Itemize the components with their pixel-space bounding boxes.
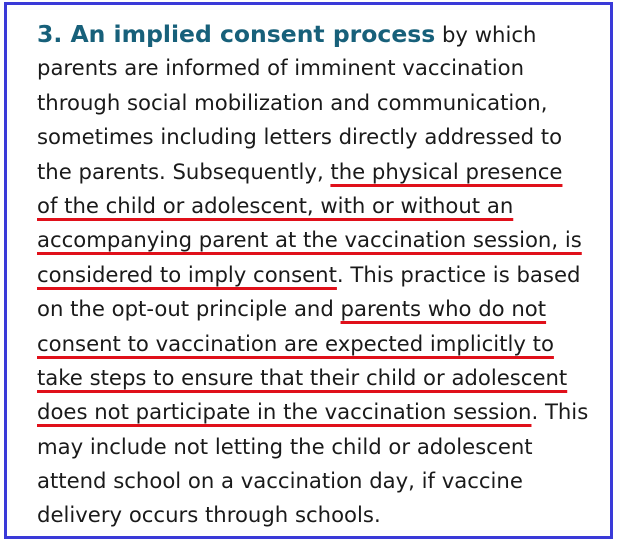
line-text: on the opt-out principle and	[37, 296, 341, 322]
text-line-4	[37, 120, 609, 154]
text-line-12	[37, 395, 609, 429]
text-line-5	[37, 155, 609, 189]
underlined-text: consent to vaccination are expected implicitly to	[37, 330, 554, 356]
line-text: the parents. Subsequently,	[37, 158, 331, 184]
text-line-3	[37, 86, 609, 120]
text-line-6	[37, 189, 609, 223]
text-line-15	[37, 498, 609, 532]
underlined-text: take steps to ensure that their child or adolescent	[37, 364, 568, 390]
line-text: . This practice is based	[336, 261, 581, 287]
text-line-14	[37, 464, 609, 498]
paragraph	[37, 17, 609, 533]
underlined-text: the physical presence	[330, 158, 563, 184]
text-line-2	[37, 51, 609, 85]
section-heading: 3. An implied consent process	[37, 20, 436, 48]
line-text: may include not letting the child or adolescent	[37, 433, 533, 459]
text-line-13	[37, 430, 609, 464]
underlined-text: parents who do not	[340, 296, 547, 322]
text-line-10	[37, 327, 609, 361]
underlined-text: accompanying parent at the vaccination session, is	[37, 227, 582, 253]
line-text: attend school on a vaccination day, if vaccine	[37, 468, 523, 494]
text-line-9	[37, 292, 609, 326]
line-text: . This	[531, 399, 589, 425]
text-line-7	[37, 223, 609, 257]
line-text: sometimes including letters directly addressed to	[37, 124, 563, 150]
underlined-text: does not participate in the vaccination session	[37, 399, 532, 425]
line-text: through social mobilization and communication,	[37, 89, 548, 115]
document-frame	[4, 2, 613, 539]
text-line-1	[37, 17, 609, 51]
underlined-text: considered to imply consent	[37, 261, 337, 287]
underlined-text: of the child or adolescent, with or without an	[37, 192, 514, 218]
line-text: parents are informed of imminent vaccination	[37, 55, 525, 81]
text-line-11	[37, 361, 609, 395]
line-text: by which	[435, 22, 537, 47]
text-line-8	[37, 258, 609, 292]
line-text: delivery occurs through schools.	[37, 502, 381, 528]
